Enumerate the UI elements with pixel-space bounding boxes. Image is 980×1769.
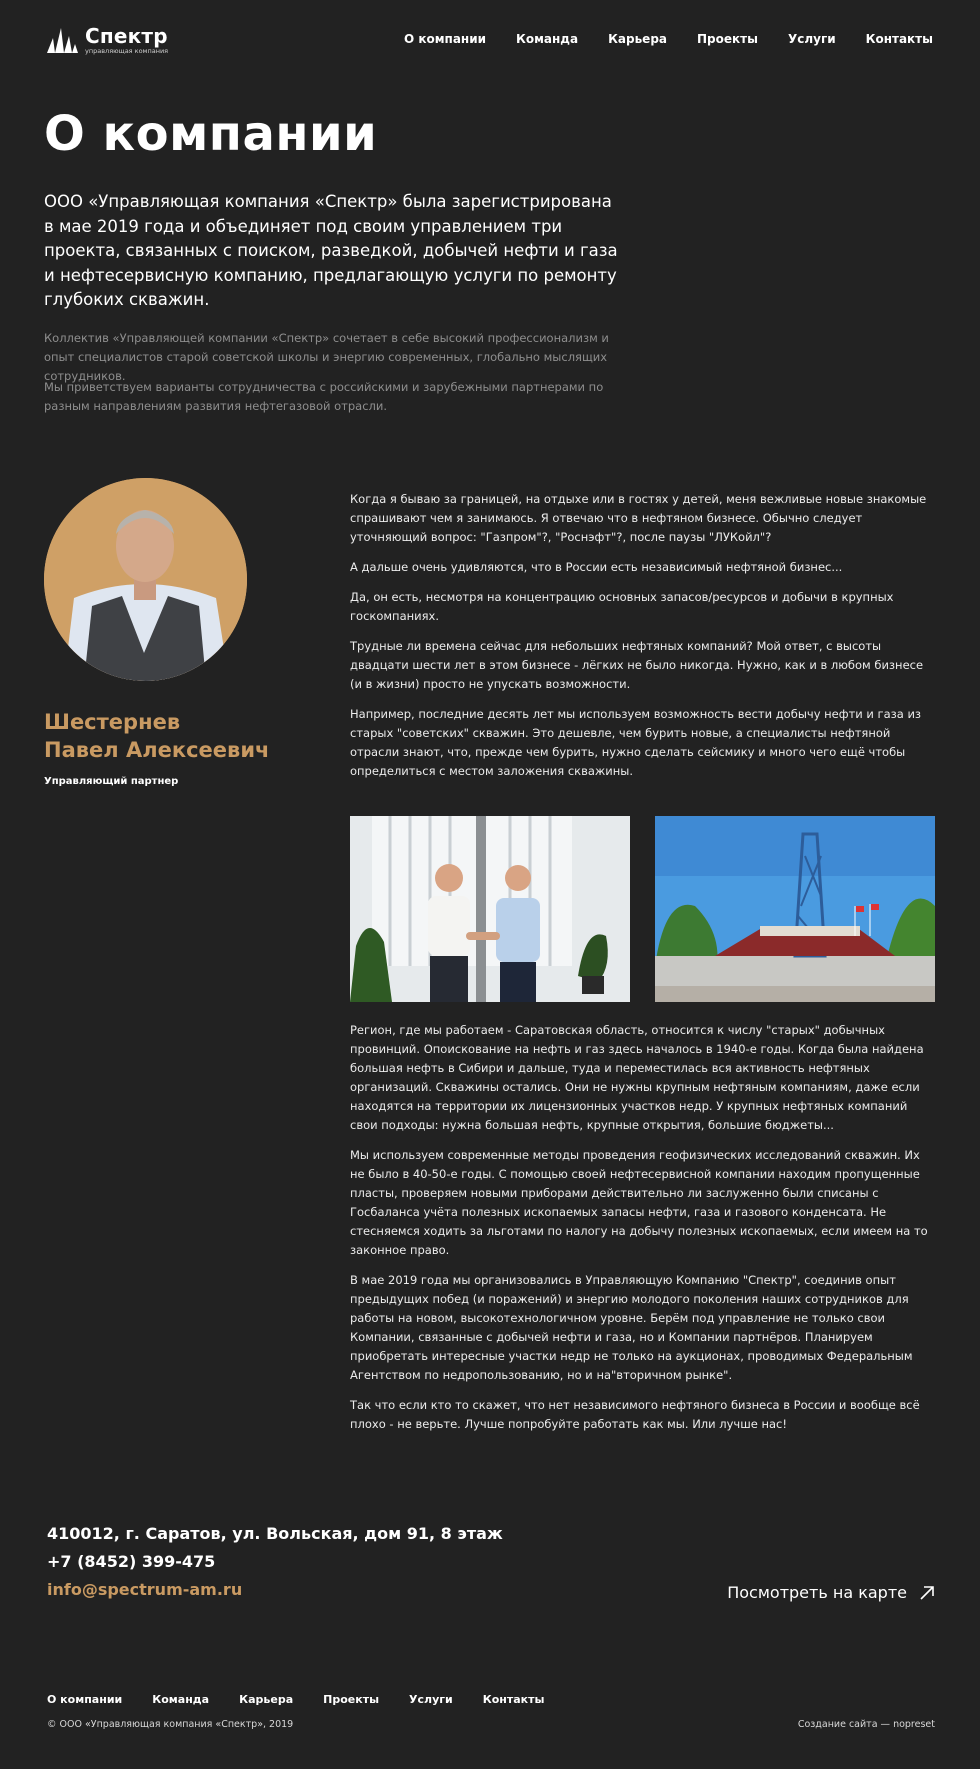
footer-nav-career[interactable]: Карьера <box>239 1693 294 1706</box>
contact-email[interactable]: info@spectrum-am.ru <box>47 1580 243 1599</box>
story-bottom <box>350 1021 938 1445</box>
intro-paragraph-1: Коллектив «Управляющей компании «Спектр» сочетает в себе высокий профессионализм и опыт специалистов старой советской школы и энергию современных, глобально мыслящих сотрудников. <box>44 331 609 383</box>
story-paragraph: Например, последние десять лет мы используем возможность вести добычу нефти и газа из старых "советских" скважин. Это дешевле, чем бурить новые, а специалисты нефтяной отрасли знают, что, прежде чем бурить, нужно сделать сейсмику и много чего ещё чтобы определиться с местом заложения скважины. <box>350 707 922 778</box>
intro-lead: ООО «Управляющая компания «Спектр» была зарегистрирована в мае 2019 года и объединяет под своим управлением три проекта, связанных с поиском, разведкой, добычей нефти и газа и нефтесервисную компанию, предлагающую услуги по ремонту глубоких скважин. <box>44 192 618 309</box>
partner-given-names: Павел Алексеевич <box>44 738 270 762</box>
nav-contacts[interactable]: Контакты <box>865 32 933 46</box>
nav-projects[interactable]: Проекты <box>697 32 758 46</box>
logo[interactable] <box>45 26 168 55</box>
copyright: © ООО «Управляющая компания «Спектр», 2019 <box>47 1719 294 1730</box>
site-credit[interactable]: Создание сайта — nopreset <box>797 1719 935 1730</box>
nav-about[interactable]: О компании <box>403 32 487 46</box>
monument-photo <box>655 816 935 1002</box>
map-link-label: Посмотреть на карте <box>727 1583 907 1602</box>
footer-nav-contacts[interactable]: Контакты <box>482 1693 545 1706</box>
story-paragraph: Трудные ли времена сейчас для небольших нефтяных компаний? Мой ответ, с высоты двадцати шести лет в этом бизнесе - лёгких не было никогда. Нужно, как и в любом бизнесе (и в жизни) просто не упускать возможности. <box>350 639 924 691</box>
nav-services[interactable]: Услуги <box>787 32 836 46</box>
logo-name: Спектр <box>85 24 168 48</box>
story-paragraph: Да, он есть, несмотря на концентрацию основных запасов/ресурсов и добычи в крупных госкомпаниях. <box>350 590 894 623</box>
story-paragraph: Мы используем современные методы проведения геофизических исследований скважин. Их не было в 40-50-е годы. С помощью своей нефтесервисной компании находим пропущенные пласты, проверяем новыми приборами действительно ли заслуженно были списаны с Госбаланса учёта полезных ископаемых запасы нефти, газа и газового конденсата. Не стесняемся ходить за льготами по налогу на добычу полезных ископаемых, если имеем на то законное право. <box>350 1148 928 1257</box>
partner-role: Управляющий партнер <box>44 776 179 787</box>
footer-nav <box>47 1693 544 1706</box>
partner-name <box>44 708 269 764</box>
story-paragraph: В мае 2019 года мы организовались в Управляющую Компанию "Спектр", соединив опыт предыдущих побед (и поражений) и энергию молодого поколения наших сотрудников для работы на новом, высокотехнологичном уровне. Берём под управление не только свои Компании, связанные с добычей нефти и газа, но и Компании партнёров. Планируем приобретать интересные участки недр не только на аукционах, проводимых Федеральным Агентством по недропользованию, но и на"вторичном рынке". <box>350 1273 913 1382</box>
footer-nav-about[interactable]: О компании <box>47 1693 123 1706</box>
handshake-photo <box>350 816 630 1002</box>
footer-nav-services[interactable]: Услуги <box>409 1693 453 1706</box>
logo-subtitle: управляющая компания <box>85 47 169 55</box>
main-nav <box>404 32 933 46</box>
story-top <box>350 490 938 792</box>
contact-phone[interactable]: +7 (8452) 399-475 <box>47 1552 216 1571</box>
partner-photo <box>44 478 247 681</box>
story-paragraph: Так что если кто то скажет, что нет независимого нефтяного бизнеса в России и вообще всё плохо - не верьте. Лучше попробуйте работать как мы. Или лучше нас! <box>350 1398 920 1431</box>
footer-nav-projects[interactable]: Проекты <box>323 1693 380 1706</box>
nav-career[interactable]: Карьера <box>608 32 668 46</box>
logo-mark-icon <box>45 26 79 54</box>
arrow-up-right-icon <box>919 1585 935 1601</box>
page-title: О компании <box>44 106 378 162</box>
partner-surname: Шестернев <box>44 710 181 734</box>
map-link[interactable] <box>727 1583 935 1602</box>
intro-paragraph-2: Мы приветствуем варианты сотрудничества с российскими и зарубежными партнерами по разным направлениям развития нефтегазовой отрасли. <box>44 380 604 413</box>
nav-team[interactable]: Команда <box>516 32 579 46</box>
contact-address: 410012, г. Саратов, ул. Вольская, дом 91, 8 этаж <box>47 1524 503 1543</box>
story-paragraph: Когда я бываю за границей, на отдыхе или в гостях у детей, меня вежливые новые знакомые спрашивают чем я занимаюсь. Я отвечаю что в нефтяном бизнесе. Обычно следует уточняющий вопрос: "Газпром"?, "Роснэфт"?, после паузы "ЛУКойл"? <box>350 492 927 544</box>
story-paragraph: Регион, где мы работаем - Саратовская область, относится к числу "старых" добычных провинций. Опоискование на нефть и газ здесь началось в 1940-е годы. Когда была найдена большая нефть в Сибири и дальше, туда и переместилась вся активность нефтяных организаций. Скважины остались. Они не нужны крупным нефтяным компаниям, даже если находятся на территории их лицензионных участков недр. У крупных нефтяных компаний свои подходы: нужна большая нефть, крупные открытия, большие бюджеты... <box>350 1023 924 1132</box>
story-paragraph: А дальше очень удивляются, что в России есть независимый нефтяной бизнес... <box>350 560 843 574</box>
footer-nav-team[interactable]: Команда <box>152 1693 210 1706</box>
